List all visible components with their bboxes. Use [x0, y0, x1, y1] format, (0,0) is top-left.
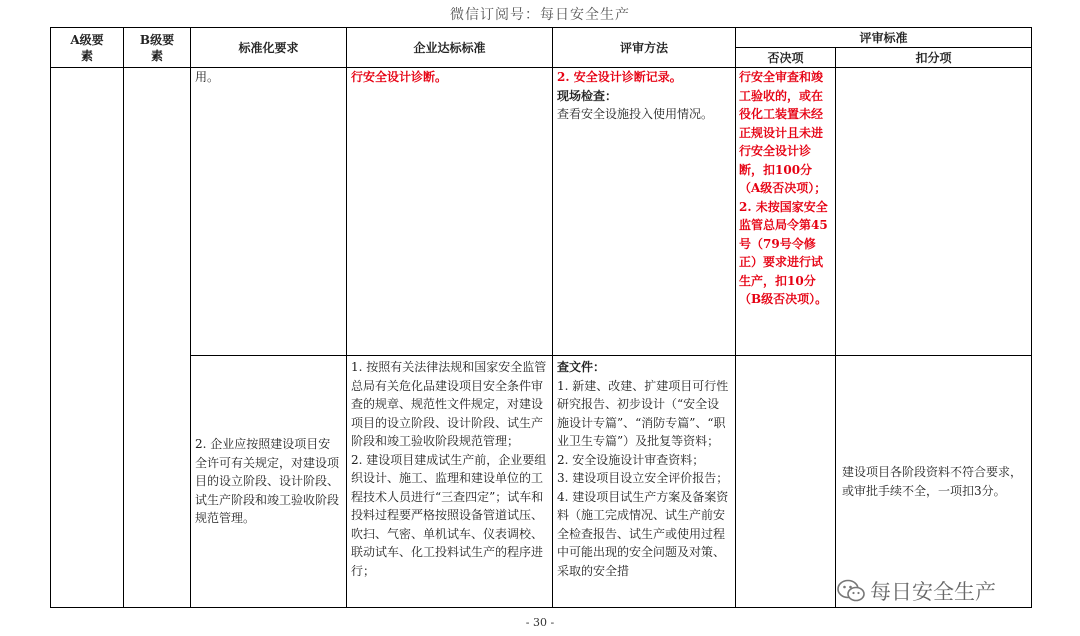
standards-table [50, 27, 1032, 608]
standard-cell [347, 356, 553, 608]
method-bold-text: 现场检查： [557, 88, 618, 103]
veto-cell [736, 356, 836, 608]
method-red-text: 2. 安全设计诊断记录。 [557, 70, 682, 84]
wechat-icon [836, 578, 866, 604]
col-header-veto: 否决项 [736, 48, 836, 68]
page-number: - 30 - [525, 616, 555, 629]
col-header-deduct: 扣分项 [836, 48, 1032, 68]
method-item-1: 1. 新建、改建、扩建项目可行性研究报告、初步设计（“安全设施设计专篇”、“消防专篇”、“职业卫生专篇”）及批复等资料； [557, 378, 729, 448]
a-level-cell [51, 68, 124, 608]
col-header-b-level: B级要素 [124, 28, 191, 68]
standard-text: 行安全设计诊断。 [351, 70, 448, 84]
method-item-4: 4. 建设项目试生产方案及备案资料（施工完成情况、试生产前安全检查报告、试生产或使用过程中可能出现的安全问题及对策、采取的安全措 [557, 489, 729, 578]
requirement-text: 2. 企业应按照建设项目安全许可有关规定，对建设项目的设立阶段、设计阶段、试生产阶段和竣工验收阶段规范管理。 [195, 437, 340, 526]
veto-cell [736, 68, 836, 356]
deduct-text: 建设项目各阶段资料不符合要求，或审批手续不全，一项扣3分。 [842, 465, 1023, 498]
col-header-criteria: 评审标准 [736, 28, 1032, 48]
requirement-cell [191, 68, 347, 356]
col-header-a-level: A级要素 [51, 28, 124, 68]
standard-cell [347, 68, 553, 356]
watermark [836, 576, 996, 606]
veto-text-2: 2. 未按国家安全监管总局令第45号（79号令修正）要求进行试生产，扣10分（B级否决项）。 [739, 199, 828, 306]
watermark-text: 每日安全生产 [870, 580, 996, 604]
method-text: 查看安全设施投入使用情况。 [557, 107, 714, 121]
table-row [51, 356, 1032, 608]
requirement-cell [191, 356, 347, 608]
standard-item-1: 1. 按照有关法律法规和国家安全监管总局有关危化品建设项目安全条件审查的规章、规范性文件规定，对建设项目的设立阶段、设计阶段、试生产阶段和竣工验收阶段规范管理； [351, 360, 547, 448]
col-header-requirement: 标准化要求 [191, 28, 347, 68]
requirement-text: 用。 [195, 70, 220, 84]
veto-text-1: 行安全审查和竣工验收的，或在役化工装置未经正规设计且未进行安全设计诊断，扣100分（A级否决项）； [739, 70, 827, 195]
page-header-title: 微信订阅号：每日安全生产 [450, 7, 630, 23]
table-row [51, 68, 1032, 356]
method-item-3: 3. 建设项目设立安全评价报告； [557, 471, 729, 485]
method-cell [553, 356, 736, 608]
col-header-method: 评审方法 [553, 28, 736, 68]
b-level-cell [124, 68, 191, 608]
deduct-cell [836, 356, 1032, 608]
col-header-standard: 企业达标标准 [347, 28, 553, 68]
method-item-2: 2. 安全设施设计审查资料； [557, 452, 705, 467]
deduct-cell [836, 68, 1032, 356]
method-cell [553, 68, 736, 356]
method-bold-text: 查文件： [557, 360, 606, 374]
standard-item-2: 2. 建设项目建成试生产前，企业要组织设计、施工、监理和建设单位的工程技术人员进行“三查四定”；试车和投料过程要严格按照设备管道试压、吹扫、气密、单机试车、仪表调校、联动试车、化工投料试生产的程序进行； [351, 452, 547, 578]
